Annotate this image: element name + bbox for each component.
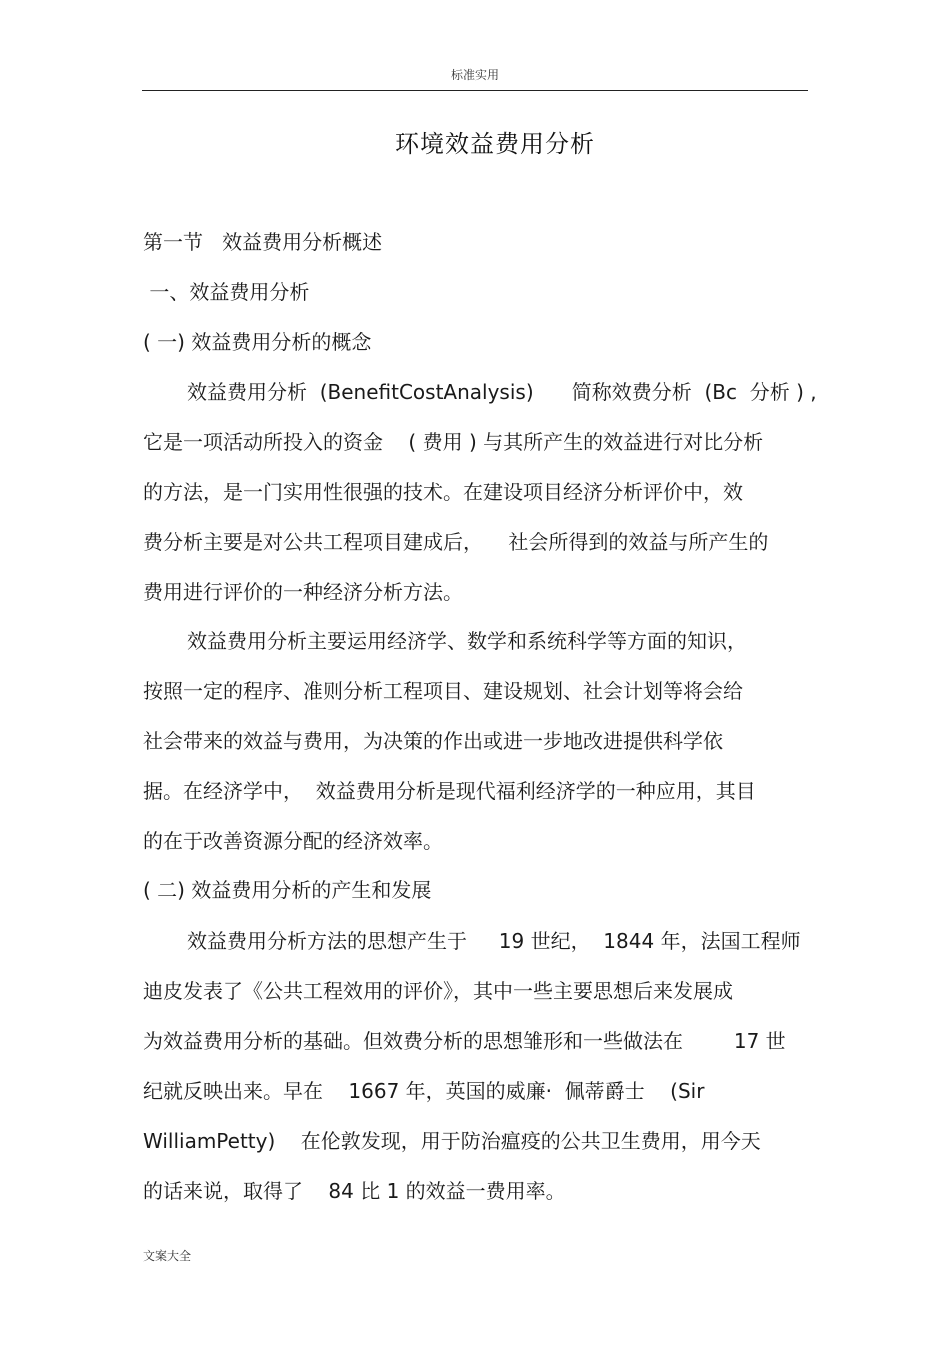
paragraph-line: 它是一项活动所投入的资金 ( 费用 ) 与其所产生的效益进行对比分析 bbox=[143, 430, 764, 454]
paragraph-line: 为效益费用分析的基础。但效费分析的思想雏形和一些做法在 17 世 bbox=[143, 1029, 786, 1053]
paragraph-line: 的方法，是一门实用性很强的技术。在建设项目经济分析评价中，效 bbox=[143, 480, 743, 504]
header-divider bbox=[142, 90, 808, 91]
sub-heading-development: ( 二) 效益费用分析的产生和发展 bbox=[143, 878, 432, 902]
paragraph-line: 的话来说，取得了 84 比 1 的效益一费用率。 bbox=[143, 1179, 566, 1203]
paragraph-line: 迪皮发表了《公共工程效用的评价》，其中一些主要思想后来发展成 bbox=[143, 979, 733, 1003]
page-header: 标准实用 bbox=[450, 68, 499, 82]
sub-heading-concept: ( 一) 效益费用分析的概念 bbox=[143, 330, 372, 354]
paragraph-line: 效益费用分析 (BenefitCostAnalysis) 简称效费分析 (Bc 分析 ) , bbox=[187, 380, 817, 404]
page-footer: 文案大全 bbox=[143, 1249, 192, 1263]
paragraph-line: 纪就反映出来。早在 1667 年，英国的威廉· 佩蒂爵士 (Sir bbox=[143, 1079, 705, 1103]
paragraph-line: WilliamPetty) 在伦敦发现，用于防治瘟疫的公共卫生费用，用今天 bbox=[143, 1129, 761, 1153]
paragraph-line: 费用进行评价的一种经济分析方法。 bbox=[143, 580, 463, 604]
paragraph-line: 的在于改善资源分配的经济效率。 bbox=[143, 829, 443, 853]
paragraph-line: 社会带来的效益与费用，为决策的作出或进一步地改进提供科学依 bbox=[143, 729, 723, 753]
paragraph-line: 据。在经济学中， 效益费用分析是现代福利经济学的一种应用，其目 bbox=[143, 779, 756, 803]
paragraph-line: 费分析主要是对公共工程项目建成后， 社会所得到的效益与所产生的 bbox=[143, 530, 769, 554]
paragraph-line: 效益费用分析方法的思想产生于 19 世纪， 1844 年，法国工程师 bbox=[187, 929, 801, 953]
paragraph-line: 按照一定的程序、准则分析工程项目、建设规划、社会计划等将会给 bbox=[143, 679, 743, 703]
document-title: 环境效益费用分析 bbox=[395, 130, 595, 158]
paragraph-line: 效益费用分析主要运用经济学、数学和系统科学等方面的知识， bbox=[187, 629, 747, 653]
subsection-heading: 一、效益费用分析 bbox=[143, 280, 310, 304]
section-heading: 第一节 效益费用分析概述 bbox=[143, 230, 383, 254]
